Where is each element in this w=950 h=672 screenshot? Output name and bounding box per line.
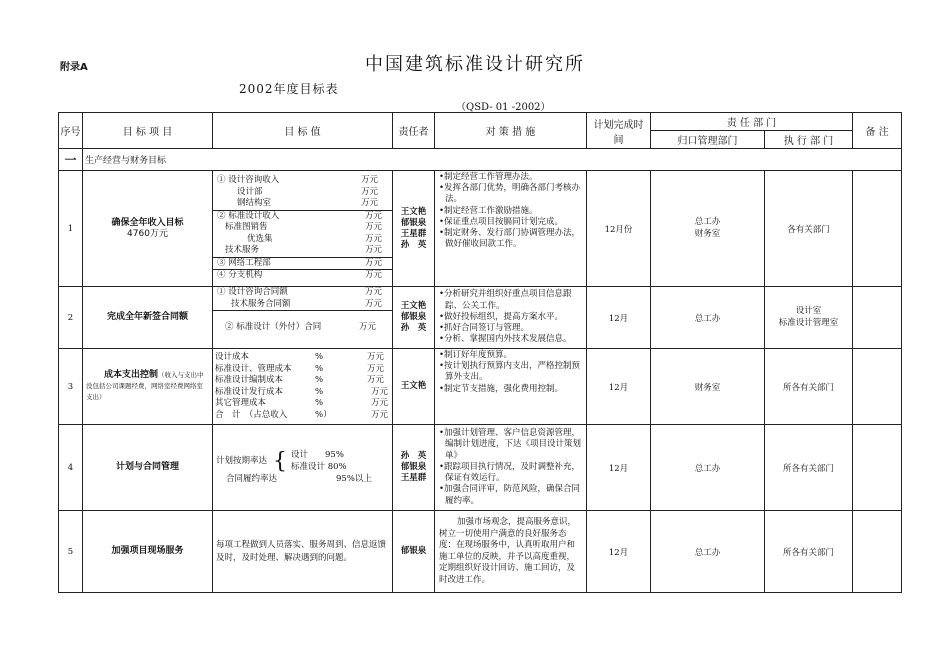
dept-name: 标准设计管理室: [778, 317, 839, 328]
section-mark: 一: [59, 149, 83, 171]
value-pct: %: [315, 363, 324, 374]
value-label: 技术服务合同额: [231, 298, 291, 309]
col-responsible: 责任者: [393, 113, 435, 149]
section-row: [59, 149, 902, 171]
section-title: 生产经营与财务目标: [83, 149, 902, 171]
row-responsible: [393, 349, 435, 425]
measure-item: •加强计划管理、客户信息资源管理，编制计划进度，下达《项目设计策划单》: [439, 428, 582, 461]
row-dept-exec: 所各有关部门: [765, 349, 853, 425]
measure-item: •分析、掌握国内外技术发展信息。: [439, 334, 572, 345]
row-responsible: [393, 511, 435, 593]
measure-item: •制定经营工作管理办法。: [439, 172, 538, 182]
responsible-person: 王文艳: [400, 381, 427, 391]
value-unit: 万元: [370, 398, 388, 408]
row-item: [83, 511, 213, 593]
row-dept-exec: 所各有关部门: [765, 511, 853, 593]
item-title: 完成全年新签合同额: [106, 312, 188, 322]
value-unit: 万元: [364, 222, 382, 233]
measure-item: •制订好年度预算。: [439, 350, 513, 360]
brace-icon: {: [273, 448, 288, 474]
row-remarks: [853, 287, 902, 349]
measure-item: •保证重点项目按膈同计划完成。: [439, 216, 564, 227]
responsible-person: 王星群: [400, 228, 427, 239]
table-row: [59, 171, 902, 287]
contract-label: 合同履约率达: [226, 474, 278, 484]
row-values: [213, 287, 393, 349]
value-unit: 万元: [358, 322, 376, 332]
col-dept-exec: 执 行 部 门: [765, 131, 853, 149]
col-dept-mgmt: 归口管理部门: [651, 131, 765, 149]
row-dept-mgmt: 总工办: [651, 287, 765, 349]
responsible-person: 王文艳: [400, 206, 427, 217]
row-remarks: [853, 511, 902, 593]
measure-item: •制定财务、发行部门协调管理办法，做好催收回款工作。: [439, 228, 581, 250]
value-unit: 万元: [366, 352, 384, 362]
row-dept-exec: 所各有关部门: [765, 425, 853, 511]
value-pct: %）: [315, 409, 332, 420]
row-deadline: 12月: [587, 425, 651, 511]
measure-item: •分析研究并组织好重点项目信息跟踪、公关工作。: [439, 289, 572, 311]
col-remarks: 备 注: [853, 113, 902, 149]
row-measures: [435, 287, 587, 349]
value-pct: %: [315, 386, 324, 397]
row-deadline: 12月: [587, 349, 651, 425]
value-label: 标准设计编制成本: [215, 375, 284, 385]
table-row: [59, 511, 902, 593]
value-unit: 万元: [364, 270, 382, 281]
plan-label: 计划按期率达: [216, 455, 268, 466]
value-label: 钢结构室: [237, 198, 272, 209]
goals-table: [58, 112, 902, 593]
row-values: [213, 171, 393, 287]
item-sub: 4760万元: [127, 228, 168, 239]
item-title: 成本支出控制: [104, 370, 159, 380]
responsible-person: 郁银泉: [400, 312, 427, 322]
responsible-person: 王文艳: [400, 301, 427, 311]
col-no: 序号: [59, 113, 83, 149]
plan-design: 设计 95%: [291, 450, 344, 460]
value-label: ① 设计咨询合同额: [217, 287, 288, 297]
value-unit: 万元: [360, 186, 378, 197]
item-title: 计划与合同管理: [115, 462, 179, 472]
value-label: ④ 分支机构: [217, 270, 263, 281]
table-subtitle: 2002年度目标表: [239, 82, 339, 96]
organization-title: 中国建筑标准设计研究所: [365, 54, 585, 75]
value-label: 设计部: [237, 186, 263, 197]
row-item: [83, 425, 213, 511]
responsible-person: 郁银泉: [400, 217, 427, 228]
table-row: [59, 287, 902, 349]
value-unit: 万元: [366, 363, 384, 374]
row-no: 5: [59, 511, 83, 593]
col-item: 目 标 项 目: [83, 113, 213, 149]
value-unit: 万元: [370, 409, 388, 420]
responsible-person: 郁银泉: [400, 546, 427, 556]
value-label: ① 设计咨询收入: [217, 175, 280, 186]
row-remarks: [853, 425, 902, 511]
dept-name: 总工办: [694, 217, 721, 228]
value-pct: %: [315, 398, 324, 408]
measure-item: •按计划执行预算内支出，严格控制预算外支出。: [439, 361, 581, 383]
contract-value: 95%以上: [336, 474, 372, 484]
item-title: 确保全年收入目标: [111, 217, 184, 228]
table-row: [59, 425, 902, 511]
row-item: [83, 287, 213, 349]
row-measures: [435, 171, 587, 287]
value-unit: 万元: [364, 233, 382, 244]
col-measures: 对 策 措 施: [435, 113, 587, 149]
row-no: 4: [59, 425, 83, 511]
responsible-person: 王星群: [400, 473, 427, 483]
row-item: [83, 171, 213, 287]
responsible-person: 孙 英: [400, 451, 427, 461]
value-label: ② 标准设计收入: [217, 210, 280, 221]
value-label: 标准设计发行成本: [215, 386, 284, 397]
col-dept: 责 任 部 门: [651, 113, 853, 131]
row-dept-mgmt: 总工办: [651, 425, 765, 511]
measure-item: •制定经营工作激励措施。: [439, 205, 538, 216]
row-responsible: [393, 425, 435, 511]
value-label: 合 计 （占总收入: [215, 409, 288, 420]
value-pct: %: [315, 352, 324, 362]
measure-item: •加强合同评审，防范风险，确保合同履约率。: [439, 484, 581, 506]
row-deadline: 12月: [587, 511, 651, 593]
col-deadline: 计划完成时 间: [587, 113, 651, 149]
responsible-person: 孙 英: [400, 239, 427, 250]
value-label: 标准设计、管理成本: [215, 363, 292, 374]
value-label: 标准图销售: [225, 222, 268, 233]
row-measures: [435, 425, 587, 511]
value-unit: 万元: [370, 386, 388, 397]
value-unit: 万元: [364, 210, 382, 221]
value-unit: 万元: [364, 257, 382, 268]
row-deadline: 12月: [587, 287, 651, 349]
measure-item: •跟踪项目执行情况，及时调整补充，保证有效运行。: [439, 461, 581, 484]
value-label: 设计成本: [215, 352, 250, 362]
value-label: 其它管理成本: [215, 398, 267, 408]
item-note: （收入与支出中没包括公司课题经费，网络室经费网络室支出）: [86, 371, 204, 401]
row-no: 2: [59, 287, 83, 349]
row-no: 1: [59, 171, 83, 287]
value-unit: 万元: [360, 175, 378, 186]
row-responsible: [393, 171, 435, 287]
value-label: ② 标准设计（外付）合同: [225, 322, 322, 332]
measure-item: •发挥各部门优势，明确各部门考核办法。: [439, 183, 581, 205]
measure-item: •做好投标组织，提高方案水平。: [439, 311, 564, 322]
measure-item: •抓好合同签订与管理。: [439, 323, 530, 334]
responsible-person: 孙 英: [400, 323, 427, 333]
row-dept-mgmt: 财务室: [651, 349, 765, 425]
value-unit: 万元: [364, 298, 382, 309]
plan-standard: 标准设计 80%: [291, 461, 347, 472]
responsible-person: 郁银泉: [400, 462, 427, 472]
row-measures: [435, 349, 587, 425]
value-label: ③ 网络工程部: [217, 257, 271, 268]
row-value-text: 每项工程做到人员落实、服务周到、信息返馈及时，及时处理、解决遇到的问题。: [213, 511, 393, 593]
row-deadline: 12月份: [587, 171, 651, 287]
value-unit: 万元: [360, 198, 378, 209]
dept-name: 财务室: [694, 228, 721, 239]
item-title: 加强项目现场服务: [111, 546, 184, 556]
value-pct: %: [315, 375, 324, 385]
col-value: 目 标 值: [213, 113, 393, 149]
row-measures: 加强市场观念，提高服务意识，树立一切使用户满意的良好服务态度：在现场服务中，认真听取用户和施工单位的反映，并予以高度重视，定期组织好设计回访、施工回访，及时改进工作。: [435, 511, 587, 593]
measure-item: •制定节支措施，强化费用控制。: [439, 383, 564, 394]
appendix-label: 附录A: [60, 62, 88, 73]
row-dept-mgmt: 总工办: [651, 511, 765, 593]
row-item: [83, 349, 213, 425]
document-code: （QSD- 01 -2002）: [456, 102, 551, 113]
row-dept-exec: 各有关部门: [765, 171, 853, 287]
row-no: 3: [59, 349, 83, 425]
row-values: [213, 425, 393, 511]
table-row: [59, 349, 902, 425]
row-dept-mgmt: [651, 171, 765, 287]
dept-name: 设计室: [795, 306, 822, 317]
value-unit: 万元: [366, 375, 384, 385]
row-values: [213, 349, 393, 425]
value-unit: 万元: [364, 245, 382, 256]
value-label: 优选集: [247, 233, 273, 244]
value-label: 技术服务: [225, 245, 260, 256]
row-responsible: [393, 287, 435, 349]
row-dept-exec: [765, 287, 853, 349]
value-unit: 万元: [364, 287, 382, 297]
row-remarks: [853, 171, 902, 287]
row-remarks: [853, 349, 902, 425]
